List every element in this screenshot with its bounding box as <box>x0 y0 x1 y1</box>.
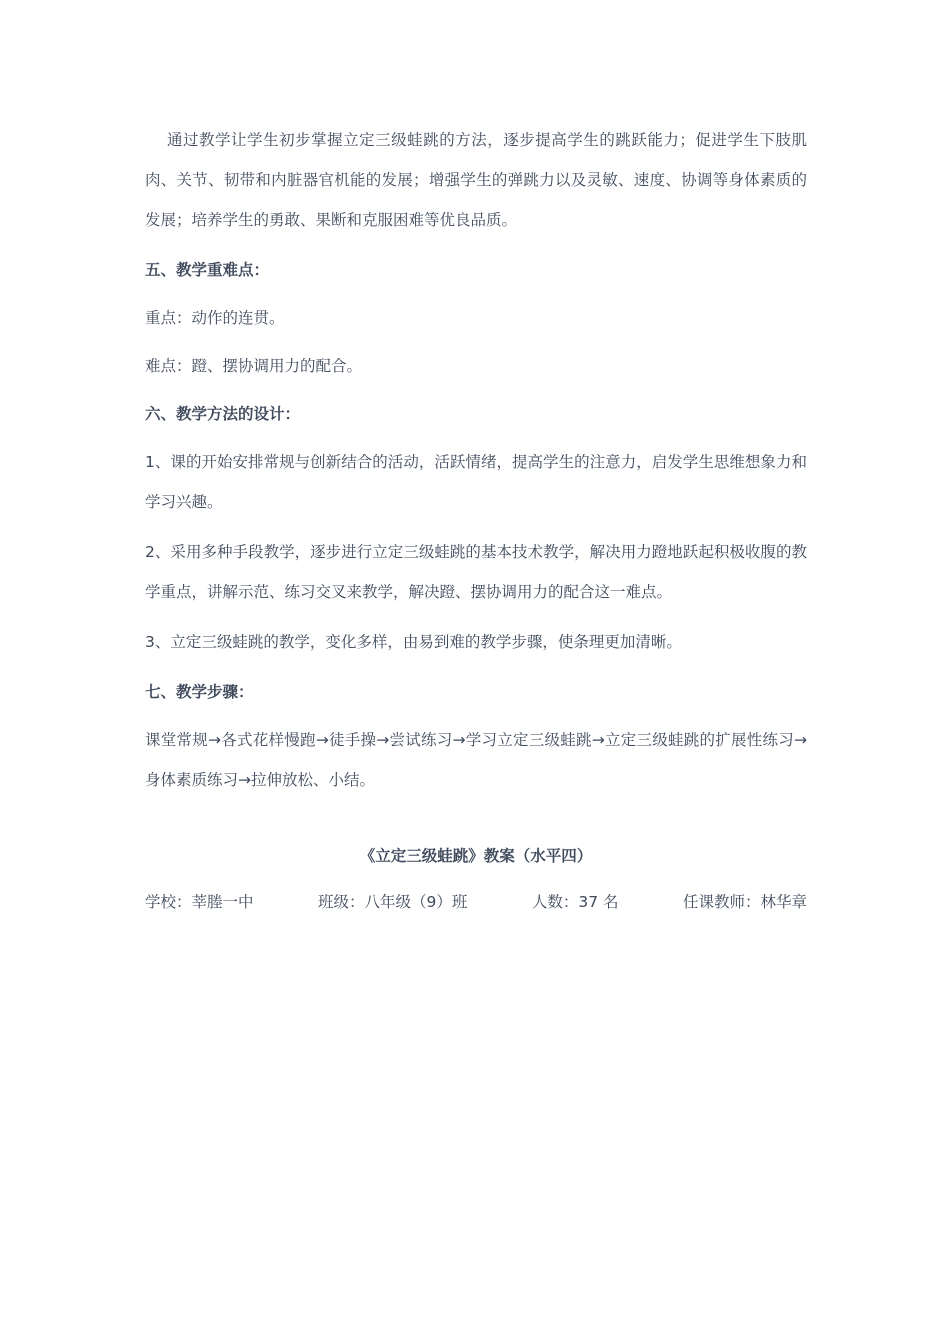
teaching-steps-text: 课堂常规→各式花样慢跑→徒手操→尝试练习→学习立定三级蛙跳→立定三级蛙跳的扩展性练习→身体素质练习→拉伸放松、小结。 <box>145 731 807 789</box>
method-item-1: 1、课的开始安排常规与创新结合的活动，活跃情绪，提高学生的注意力，启发学生思维想象力和学习兴趣。 <box>145 453 807 511</box>
student-count-info: 人数：37 名 <box>531 893 619 911</box>
key-point-text: 重点：动作的连贯。 <box>145 309 285 327</box>
teacher-info: 任课教师：林华章 <box>682 893 807 911</box>
section-6-heading: 六、教学方法的设计： <box>145 405 301 423</box>
difficult-point-text: 难点：蹬、摆协调用力的配合。 <box>145 357 363 375</box>
lesson-plan-title: 《立定三级蛙跳》教案（水平四） <box>359 847 593 865</box>
objectives-paragraph: 通过教学让学生初步掌握立定三级蛙跳的方法，逐步提高学生的跳跃能力；促进学生下肢肌肉、关节、韧带和内脏器官机能的发展；增强学生的弹跳力以及灵敏、速度、协调等身体素质的发展；培养学生的勇敢、果断和克服困难等优良品质。 <box>145 131 807 229</box>
method-item-3: 3、立定三级蛙跳的教学，变化多样，由易到难的教学步骤，使条理更加清晰。 <box>145 633 682 651</box>
section-7-heading: 七、教学步骤： <box>145 683 254 701</box>
class-info: 班级：八年级（9）班 <box>317 893 468 911</box>
section-5-heading: 五、教学重难点： <box>145 261 270 279</box>
method-item-2: 2、采用多种手段教学，逐步进行立定三级蛙跳的基本技术教学，解决用力蹬地跃起积极收腹的教学重点，讲解示范、练习交叉来教学，解决蹬、摆协调用力的配合这一难点。 <box>145 543 807 601</box>
lesson-info-row <box>145 888 807 916</box>
document-body <box>145 120 807 810</box>
school-info: 学校：莘塍一中 <box>145 893 254 911</box>
